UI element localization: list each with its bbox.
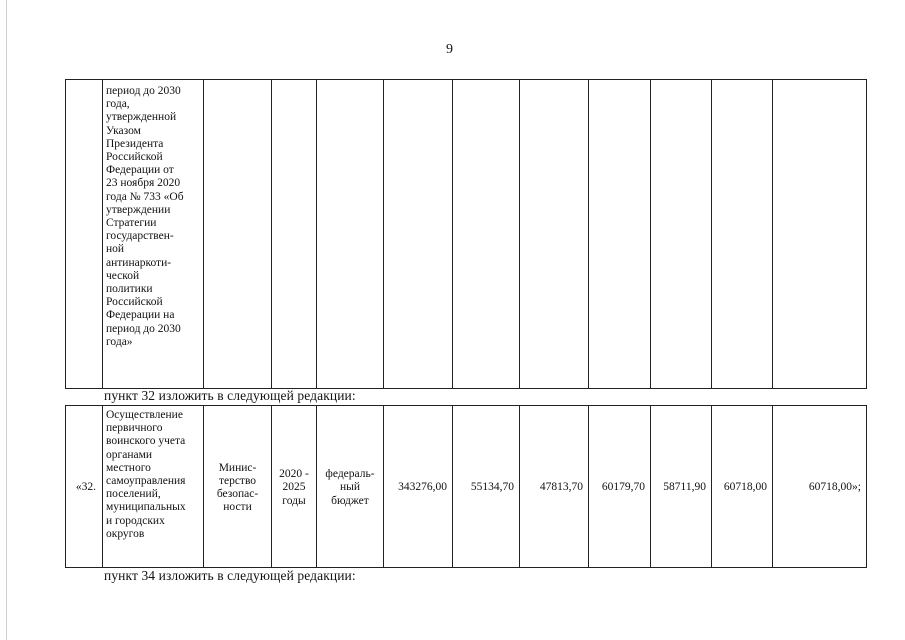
description-line: ческой	[106, 269, 140, 282]
source-line: ный	[339, 481, 361, 494]
description-line: первичного	[106, 422, 163, 435]
instruction-text: пункт 32 изложить в следующей редакции:	[104, 388, 356, 403]
cell-empty	[651, 80, 712, 389]
executor-line: терство	[218, 474, 257, 487]
cell-executor	[204, 406, 272, 568]
table-row	[66, 80, 867, 389]
cell-funding-source	[317, 406, 384, 568]
executor-line: безопас-	[216, 488, 259, 500]
description-line: года»	[106, 335, 133, 348]
cell-empty	[317, 80, 384, 389]
period-line: 2020 -	[279, 468, 309, 481]
cell-value: 55134,70	[453, 406, 520, 568]
cell-empty	[204, 80, 272, 389]
description-line: Федерации от	[106, 164, 174, 177]
source-line: федераль-	[325, 468, 375, 481]
description-line: воинского учета	[106, 435, 186, 448]
description-line: года № 733 «Об	[106, 190, 184, 203]
description-line: Федерации на	[106, 309, 175, 322]
cell-empty	[712, 80, 773, 389]
executor-line: ности	[223, 501, 252, 514]
source-line: бюджет	[331, 494, 369, 507]
description-line: политики	[106, 283, 153, 296]
description-line: поселений,	[106, 488, 161, 501]
cell-period	[272, 406, 317, 568]
description-line: Российской	[106, 151, 163, 164]
period-line: 2025	[282, 481, 306, 494]
description-line: местного	[106, 461, 151, 474]
description-line: Российской	[106, 296, 163, 309]
cell-value-total: 343276,00	[384, 406, 453, 568]
instruction-text: пункт 34 изложить в следующей редакции:	[104, 568, 356, 583]
cell-index: «32.	[66, 406, 103, 568]
description-line: года,	[106, 98, 130, 111]
description-line: Указом	[106, 124, 141, 137]
cell-value: 58711,90	[651, 406, 712, 568]
executor-line: Минис-	[218, 461, 257, 474]
cell-empty	[589, 80, 651, 389]
description-line: утверждении	[106, 203, 171, 216]
cell-value: 47813,70	[520, 406, 589, 568]
cell-value: 60179,70	[589, 406, 651, 568]
page-edge-line	[6, 0, 7, 640]
cell-empty	[272, 80, 317, 389]
description-line: государствен-	[106, 230, 174, 243]
cell-empty	[384, 80, 453, 389]
description-line: 23 ноября 2020	[106, 177, 181, 190]
description-line: ной	[106, 243, 125, 256]
cell-empty	[453, 80, 520, 389]
description-line: муниципальных	[106, 501, 186, 514]
description-line: органами	[106, 448, 153, 461]
cell-description	[103, 80, 204, 389]
cell-description	[103, 406, 204, 568]
table-continuation	[65, 79, 867, 389]
description-line: утвержденной	[106, 111, 177, 124]
cell-empty	[520, 80, 589, 389]
description-line: Стратегии	[106, 217, 157, 230]
cell-index	[66, 80, 103, 389]
description-line: период до 2030	[106, 322, 181, 335]
cell-value: 60718,00»;	[773, 406, 867, 568]
description-line: округов	[106, 527, 145, 540]
description-line: Осуществление	[106, 409, 183, 421]
cell-value: 60718,00	[712, 406, 773, 568]
page-number: 9	[446, 42, 453, 57]
description-line: антинаркоти-	[106, 256, 172, 269]
period-line: годы	[282, 494, 306, 507]
description-line: и городских	[106, 514, 165, 527]
description-line: период до 2030	[106, 85, 181, 97]
cell-empty	[773, 80, 867, 389]
table-row	[66, 406, 867, 568]
table-item-32	[65, 405, 867, 568]
description-line: самоуправления	[106, 475, 186, 488]
description-line: Президента	[106, 137, 164, 150]
